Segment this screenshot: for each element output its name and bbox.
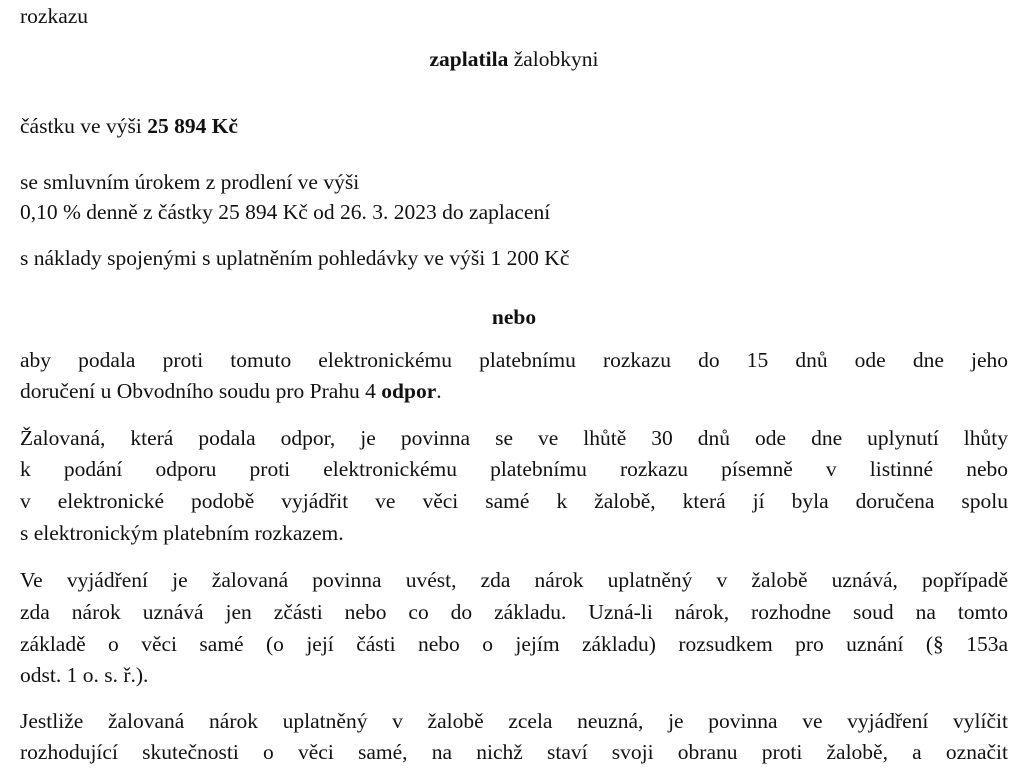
order-recipient: žalobkyni (508, 47, 599, 71)
response-line-1: Žalovaná, která podala odpor, je povinna se ve lhůtě 30 dnů ode dne uplynutí lhůty (20, 426, 1008, 450)
objection-line-2 (20, 376, 442, 406)
objection-line-1: aby podala proti tomuto elektronickému platebnímu rozkazu do 15 dnů ode dne jeho (20, 348, 1008, 372)
alternative-word: nebo (491, 305, 537, 329)
response-line-3: v elektronické podobě vyjádřit ve věci samé k žalobě, která jí byla doručena spolu (20, 489, 1008, 513)
interest-line-1: se smluvním úrokem z prodlení ve výši (20, 170, 360, 194)
costs-line: s náklady spojenými s uplatněním pohledávky ve výši 1 200 Kč (20, 246, 570, 270)
denial-line-1: Jestliže žalovaná nárok uplatněný v žalobě zcela neuzná, je povinna ve vyjádření vylíčit (20, 709, 1008, 733)
response-line-4: s elektronickým platebním rozkazem. (20, 521, 344, 545)
alternative-heading (20, 302, 1008, 332)
statement-line-2: zda nárok uznává jen zčásti nebo co do základu. Uzná-li nárok, rozhodne soud na tomto (20, 600, 1008, 624)
denial-line-2: rozhodující skutečnosti o věci samé, na nichž staví svoji obranu proti žalobě, a označit (20, 740, 1008, 764)
header-fragment: rozkazu (20, 4, 89, 28)
order-heading (20, 44, 1008, 74)
statement-line-1: Ve vyjádření je žalovaná povinna uvést, zda nárok uplatněný v žalobě uznává, popřípadě (20, 568, 1008, 592)
objection-period: . (436, 379, 442, 403)
order-verb: zaplatila (429, 47, 509, 71)
amount-prefix: částku ve výši (20, 114, 148, 138)
interest-line-2: 0,10 % denně z částky 25 894 Kč od 26. 3. 2023 do zaplacení (20, 200, 551, 224)
objection-text: doručení u Obvodního soudu pro Prahu 4 (20, 379, 382, 403)
objection-keyword: odpor (381, 379, 437, 403)
amount-line (20, 111, 238, 141)
statement-line-4: odst. 1 o. s. ř.). (20, 663, 149, 687)
statement-line-3: základě o věci samé (o její části nebo o jejím základu) rozsudkem pro uznání (§ 153a (20, 632, 1008, 656)
response-line-2: k podání odporu proti elektronickému platebnímu rozkazu písemně v listinné nebo (20, 457, 1008, 481)
amount-value: 25 894 Kč (147, 114, 238, 138)
